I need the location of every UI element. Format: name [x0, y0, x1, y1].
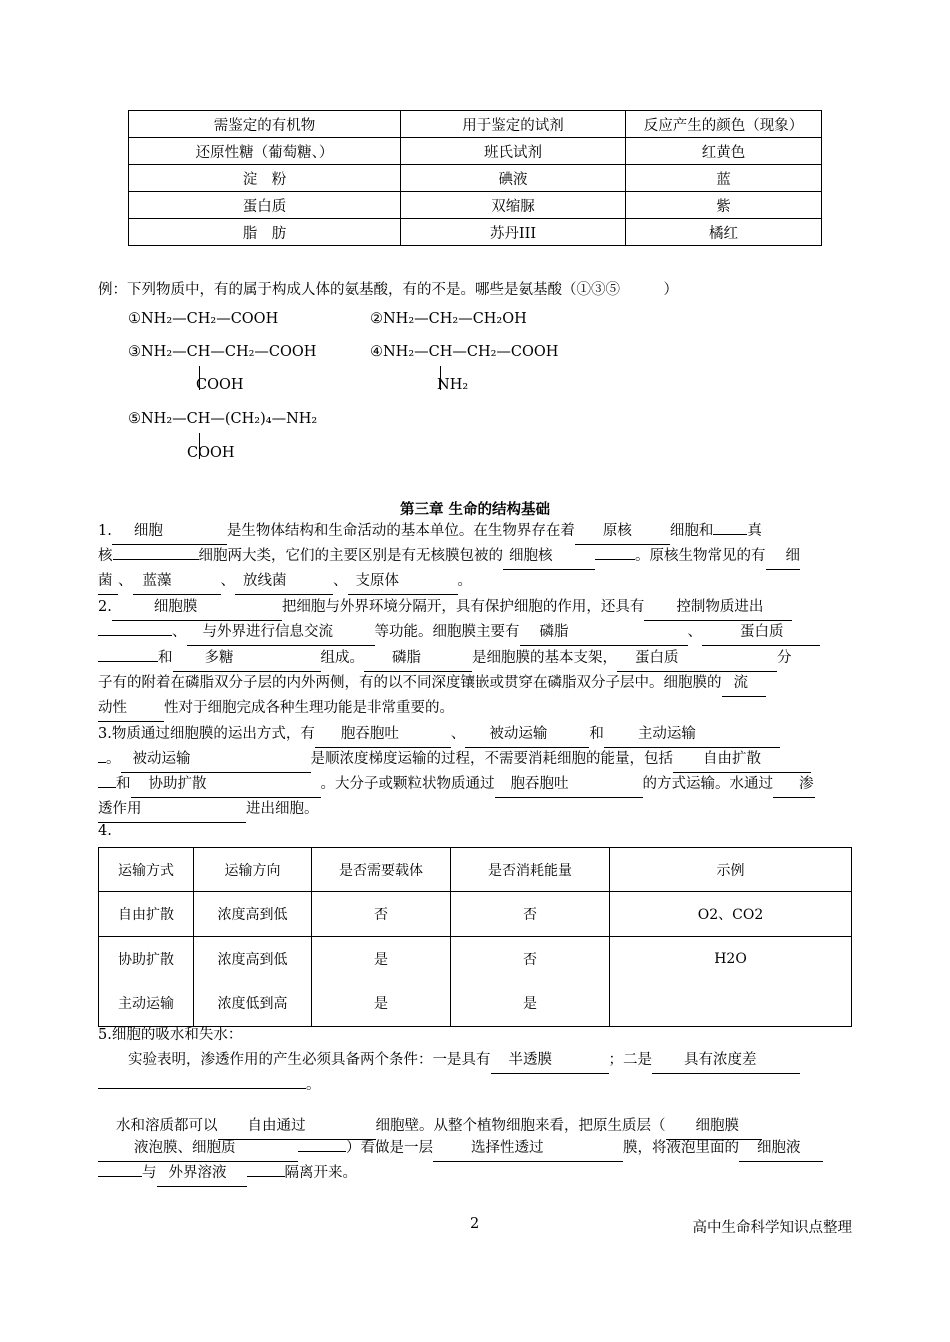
- item-number: 2.: [98, 599, 112, 615]
- answer-blank: 蓝藻: [133, 569, 221, 595]
- text: 分: [777, 650, 792, 666]
- formula-1: ①NH₂—CH₂—COOH: [128, 311, 279, 327]
- answer-blank: 透作用: [98, 797, 246, 823]
- table-cell: 碘液: [401, 165, 626, 192]
- text: 是生物体结构和生命活动的基本单位。在生物界存在着: [226, 523, 575, 539]
- answer-blank: 流: [722, 671, 766, 697]
- blank: [98, 635, 172, 636]
- table-row: [129, 165, 822, 192]
- paragraph-5-line-4: [98, 1136, 858, 1162]
- text: 子有的附着在磷脂双分子层的内外两侧，有的以不同深度镶嵌或贯穿在磷脂双分子层中。细胞膜的: [98, 675, 722, 691]
- answer-blank: 原核: [575, 519, 670, 545]
- answer-blank: 具有浓度差: [652, 1048, 800, 1074]
- item-number-4: 4.: [98, 823, 112, 839]
- answer-blank: 支原体: [348, 569, 458, 595]
- paragraph-2-line-4: [98, 671, 858, 697]
- text: 、: [118, 573, 133, 589]
- answer-blank: 渗: [773, 772, 815, 798]
- text: ；二是: [608, 1052, 652, 1068]
- table-cell: 是: [312, 980, 451, 1027]
- text: 。: [106, 751, 121, 767]
- answer-blank: 细胞核: [503, 544, 595, 570]
- answer-blank: 液泡膜、细胞质: [98, 1136, 298, 1162]
- text: 细胞两大类，它们的主要区别是有无核膜包被的: [198, 548, 503, 564]
- answer-blank: 细胞膜: [112, 595, 282, 621]
- table-header-row: [99, 848, 852, 892]
- paragraph-5-line-5: [98, 1161, 858, 1187]
- text: 膜，将液泡里面的: [623, 1140, 739, 1156]
- blank: [113, 559, 199, 560]
- table-cell: 自由扩散: [99, 892, 194, 937]
- table-cell: 主动运输: [99, 980, 194, 1027]
- text: 水和溶质都可以: [116, 1118, 218, 1134]
- table-cell: 紫: [626, 192, 822, 219]
- table-cell: 是: [312, 937, 451, 981]
- answer-blank: 选择性透过: [433, 1136, 623, 1162]
- table-cell: 浓度高到低: [194, 892, 312, 937]
- answer-blank: 自由扩散: [673, 747, 811, 773]
- table-cell: 蛋白质: [129, 192, 401, 219]
- answer-blank: 磷脂: [520, 620, 688, 646]
- table-header-cell: 反应产生的颜色（现象）: [626, 111, 822, 138]
- table-header-cell: 需鉴定的有机物: [129, 111, 401, 138]
- example-question: 例：下列物质中，有的属于构成人体的氨基酸，有的不是。哪些是氨基酸（①③⑤ ）: [98, 282, 678, 298]
- table-cell: 班氏试剂: [401, 138, 626, 165]
- text: 是细胞膜的基本支架，: [472, 650, 617, 666]
- answer-blank: 协助扩散: [131, 772, 321, 798]
- formula-2: ②NH₂—CH₂—CH₂OH: [370, 311, 527, 327]
- text: 隔离开来。: [284, 1165, 357, 1181]
- paragraph-2-line-1: [98, 595, 858, 621]
- paragraph-3-line-2: [98, 747, 858, 773]
- answer-blank: 细胞: [112, 519, 227, 545]
- answer-blank: 与外界进行信息交流: [187, 620, 375, 646]
- text: 、: [333, 573, 348, 589]
- paragraph-1-line-3: [98, 569, 858, 595]
- answer-blank: 胞吞胞吐: [315, 722, 451, 748]
- text: 。: [306, 1077, 321, 1093]
- text: 真: [747, 523, 762, 539]
- answer-blank: 细胞膜: [666, 1114, 762, 1140]
- answer-blank: 蛋白质: [617, 646, 777, 672]
- table-cell: 双缩脲: [401, 192, 626, 219]
- table-header-cell: 是否需要载体: [312, 848, 451, 892]
- table-cell: 还原性糖（葡萄糖、）: [129, 138, 401, 165]
- blank: [595, 559, 635, 560]
- table-header-cell: 示例: [610, 848, 852, 892]
- text: 和: [158, 650, 173, 666]
- paragraph-5-title: 5.细胞的吸水和失水：: [98, 1027, 243, 1043]
- answer-blank: 磷脂: [364, 646, 472, 672]
- text: 、: [172, 624, 187, 640]
- formula-4-branch: NH₂: [437, 377, 469, 393]
- table-row: [129, 219, 822, 246]
- table-row: [99, 980, 852, 1027]
- paragraph-1-line-1: [98, 519, 858, 545]
- text: 和: [116, 776, 131, 792]
- answer-blank: 控制物质进出: [644, 595, 792, 621]
- blank: [98, 762, 106, 763]
- reagent-table: [128, 110, 822, 246]
- table-cell: 橘红: [626, 219, 822, 246]
- answer-blank: 半透膜: [491, 1048, 609, 1074]
- formula-5: ⑤NH₂—CH—(CH₂)₄—NH₂: [128, 411, 318, 427]
- table-row: [99, 937, 852, 981]
- answer-blank: 菌: [98, 569, 118, 595]
- text: 把细胞与外界环境分隔开，具有保护细胞的作用，还具有: [281, 599, 645, 615]
- paragraph-3-line-3: [98, 772, 858, 798]
- footer-title: 高中生命科学知识点整理: [692, 1220, 852, 1236]
- table-cell: 淀 粉: [129, 165, 401, 192]
- answer-blank: 胞吞胞吐: [495, 772, 643, 798]
- text: 。大分子或颗粒状物质通过: [320, 776, 495, 792]
- transport-table: [98, 847, 852, 1027]
- blank: [98, 661, 158, 662]
- table-cell: 是: [451, 980, 610, 1027]
- paragraph-5-line-1: [128, 1048, 888, 1074]
- text: 、: [450, 726, 466, 742]
- item-number: 3.: [98, 726, 112, 742]
- table-cell: 否: [451, 892, 610, 937]
- chapter-title: 第三章 生命的结构基础: [399, 502, 551, 518]
- table-cell: 脂 肪: [129, 219, 401, 246]
- text: 。: [457, 573, 472, 589]
- blank: [298, 1151, 346, 1152]
- answer-blank: 外界溶液: [157, 1161, 247, 1187]
- table-row: [129, 138, 822, 165]
- table-cell: 协助扩散: [99, 937, 194, 981]
- table-cell: H2O: [610, 937, 852, 981]
- table-header-cell: 是否消耗能量: [451, 848, 610, 892]
- table-header-cell: 用于鉴定的试剂: [401, 111, 626, 138]
- table-cell: 蓝: [626, 165, 822, 192]
- table-row: [129, 192, 822, 219]
- table-cell: 苏丹III: [401, 219, 626, 246]
- formula-5-branch: COOH: [187, 445, 235, 461]
- answer-blank: 细: [766, 544, 800, 570]
- answer-blank: 多糖: [173, 646, 321, 672]
- table-header-row: [129, 111, 822, 138]
- text: 细胞壁。从整个植物细胞来看，把原生质层（: [375, 1118, 666, 1134]
- text: 。原核生物常见的有: [635, 548, 766, 564]
- blank: [98, 1176, 142, 1177]
- blank: [98, 787, 116, 788]
- page-number: 2: [470, 1216, 480, 1232]
- table-cell: 浓度高到低: [194, 937, 312, 981]
- text: 等功能。细胞膜主要有: [374, 624, 520, 640]
- text: 核: [98, 548, 113, 564]
- text: 性对于细胞完成各种生理功能是非常重要的。: [164, 700, 454, 716]
- formula-3-branch: COOH: [196, 377, 244, 393]
- table-row: [99, 892, 852, 937]
- text: 和: [589, 726, 604, 742]
- paragraph-2-line-2: [98, 620, 858, 646]
- text: 实验表明，渗透作用的产生必须具备两个条件：一是具有: [128, 1052, 491, 1068]
- text: ）看做是一层: [346, 1140, 433, 1156]
- answer-blank: 被动运输: [465, 722, 589, 748]
- text: 进出细胞。: [246, 801, 319, 817]
- table-cell: 否: [451, 937, 610, 981]
- blank: [98, 1088, 306, 1089]
- paragraph-1-line-2: [98, 544, 858, 570]
- answer-blank: 放线菌: [235, 569, 333, 595]
- text: 与: [142, 1165, 157, 1181]
- table-cell: 浓度低到高: [194, 980, 312, 1027]
- text: 物质通过细胞膜的运出方式，有: [111, 726, 315, 742]
- table-cell: O2、CO2: [610, 892, 852, 937]
- paragraph-3-line-1: [98, 722, 858, 748]
- table-cell: [610, 980, 852, 1027]
- blank: [713, 534, 747, 535]
- blank: [247, 1176, 285, 1177]
- answer-blank: 主动运输: [604, 722, 780, 748]
- item-number: 1.: [98, 523, 112, 539]
- paragraph-2-line-5: [98, 696, 858, 722]
- table-header-cell: 运输方向: [194, 848, 312, 892]
- table-header-cell: 运输方式: [99, 848, 194, 892]
- text: 是顺浓度梯度运输的过程，不需要消耗细胞的能量，包括: [310, 751, 673, 767]
- formula-3: ③NH₂—CH—CH₂—COOH: [128, 344, 317, 360]
- text: 、: [687, 624, 702, 640]
- table-cell: 否: [312, 892, 451, 937]
- text: 、: [220, 573, 235, 589]
- text: 组成。: [320, 650, 364, 666]
- text: 细胞和: [669, 523, 714, 539]
- formula-4: ④NH₂—CH—CH₂—COOH: [370, 344, 559, 360]
- answer-blank: 动性: [98, 696, 164, 722]
- answer-blank: 自由通过: [218, 1114, 376, 1140]
- answer-blank: 蛋白质: [702, 620, 820, 646]
- text: 的方式运输。水通过: [642, 776, 773, 792]
- answer-blank: 被动运输: [121, 747, 311, 773]
- paragraph-3-line-4: [98, 797, 858, 823]
- answer-blank: 细胞液: [739, 1136, 823, 1162]
- paragraph-2-line-3: [98, 646, 858, 672]
- paragraph-5-line-2: [98, 1073, 858, 1098]
- table-cell: 红黄色: [626, 138, 822, 165]
